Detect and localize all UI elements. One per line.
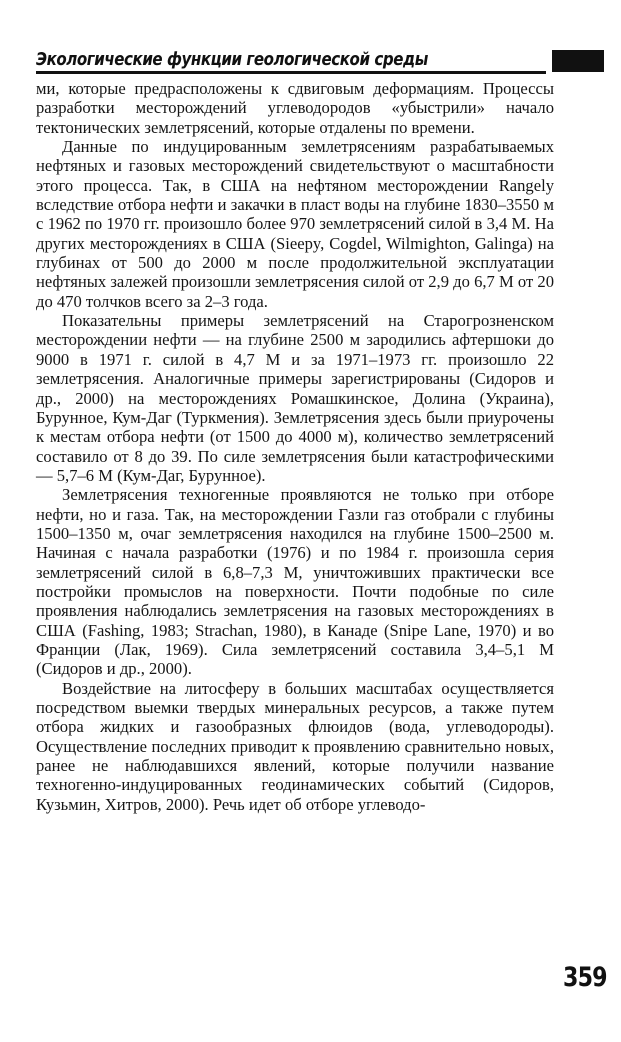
paragraph-4: Землетрясения техногенные проявляются не только при отборе нефти, но и газа. Так, на месторождении Газли газ отобрали с глубины 1500–1350 м, очаг землетрясения находился на глубине 1500–2500 м. Начиная с начала разработки (1976) и по 1984 г. произошла серия землетрясений силой в 6,8–7,3 М, уничтоживших практически все постройки промыслов на поверхности. Почти подобные по силе проявления наблюдались землетрясения на газовых месторождениях в США (Fashing, 1983; Strachan, 1980), в Канаде (Snipe Lane, 1970) и во Франции (Лак, 1969). Сила землетрясений составила 3,4–5,1 М (Сидоров и др., 2000). — [36, 485, 554, 679]
paragraph-3: Показательны примеры землетрясений на Старогрозненском месторождении нефти — на глубине 2500 м зародились афтершоки до 9000 в 1971 г. силой в 4,7 М и за 1971–1973 гг. произошло 22 землетрясения. Аналогичные примеры зарегистрированы (Сидоров и др., 2000) на месторождениях Ромашкинское, Долина (Украина), Бурунное, Кум-Даг (Туркмения). Землетрясения здесь были приурочены к местам отбора нефти (от 1500 до 4000 м), количество землетрясений составило от 8 до 39. По силе землетрясения были катастрофическими — 5,7–6 М (Кум-Даг, Бурунное). — [36, 311, 554, 485]
paragraph-2: Данные по индуцированным землетрясениям разрабатываемых нефтяных и газовых месторождений свидетельствуют о масштабности этого процесса. Так, в США на нефтяном месторождении Rangely вследствие отбора нефти и закачки в пласт воды на глубине 1830–3550 м с 1962 по 1970 гг. произошло более 970 землетрясений силой в 3,4 М. На других месторождениях в США (Sieepy, Cogdel, Wilmighton, Galinga) на глубинах от 500 до 2000 м после продолжительной эксплуатации нефтяных залежей произошли землетрясения силой от 2,9 до 6,7 М от 20 до 470 толчков всего за 2–3 года. — [36, 137, 554, 311]
paragraph-5: Воздействие на литосферу в больших масштабах осуществляется посредством выемки твердых минеральных ресурсов, а также путем отбора жидких и газообразных флюидов (вода, углеводороды). Осуществление последних приводит к проявлению сравнительно новых, ранее не наблюдавшихся явлений, которые получили название техногенно-индуцированных геодинамических событий (Сидоров, Кузьмин, Хитров, 2000). Речь идет об отборе углеводо- — [36, 678, 554, 814]
header-black-block — [552, 50, 604, 72]
running-header — [36, 48, 604, 72]
page-number: 359 — [563, 962, 607, 993]
running-header-title: Экологические функции геологической среды — [36, 50, 428, 70]
body-text — [36, 79, 554, 814]
paragraph-1: ми, которые предрасположены к сдвиговым деформациям. Процессы разработки месторождений углеводородов «убыстрили» начало тектонических землетрясений, которые отдалены по времени. — [36, 79, 554, 137]
header-rule — [36, 71, 546, 74]
